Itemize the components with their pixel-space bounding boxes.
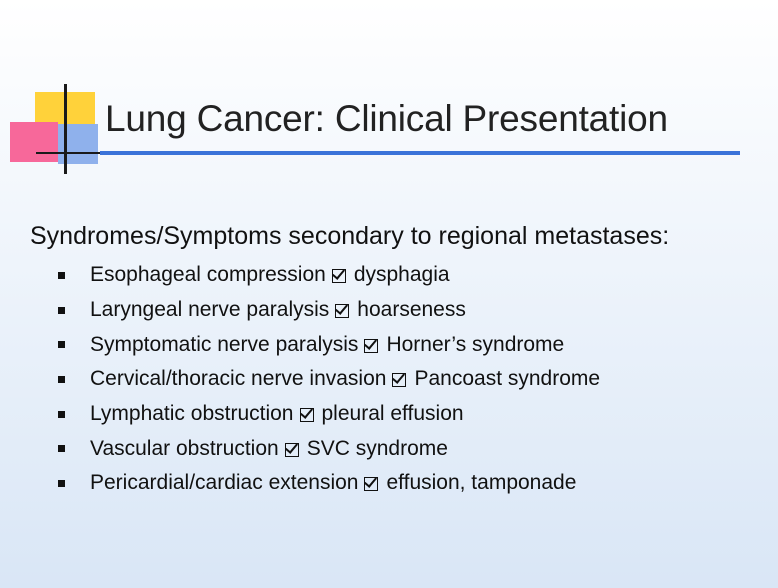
bullet-cause: Esophageal compression: [90, 263, 326, 287]
bullet-item: [58, 258, 600, 293]
title-underline: [100, 151, 740, 155]
bullet-effect: hoarseness: [357, 298, 466, 322]
checkbox-icon: [332, 269, 346, 283]
bullet-item: [58, 431, 600, 466]
slide-subtitle: Syndromes/Symptoms secondary to regional metastases:: [30, 222, 670, 250]
logo-pink-square: [10, 122, 58, 162]
checkbox-icon: [300, 408, 314, 422]
bullet-item: [58, 466, 600, 501]
square-bullet-icon: [58, 445, 65, 452]
logo-vertical-line: [64, 84, 67, 174]
square-bullet-icon: [58, 480, 65, 487]
bullet-effect: SVC syndrome: [306, 436, 448, 460]
checkbox-icon: [392, 373, 406, 387]
bullet-item: [58, 327, 600, 362]
bullet-cause: Laryngeal nerve paralysis: [90, 298, 330, 322]
square-bullet-icon: [58, 376, 65, 383]
bullet-item: [58, 293, 600, 328]
checkbox-icon: [285, 443, 299, 457]
bullet-cause: Vascular obstruction: [90, 436, 279, 460]
bullet-list: [58, 258, 600, 501]
square-bullet-icon: [58, 411, 65, 418]
square-bullet-icon: [58, 272, 65, 279]
square-bullet-icon: [58, 341, 65, 348]
square-bullet-icon: [58, 307, 65, 314]
slide-title: Lung Cancer: Clinical Presentation: [105, 98, 668, 139]
bullet-effect: Pancoast syndrome: [414, 367, 601, 391]
bullet-effect: dysphagia: [353, 263, 450, 287]
bullet-effect: Horner’s syndrome: [386, 332, 565, 356]
bullet-cause: Cervical/thoracic nerve invasion: [90, 367, 387, 391]
bullet-item: [58, 362, 600, 397]
checkbox-icon: [335, 304, 349, 318]
bullet-effect: pleural effusion: [321, 402, 464, 426]
checkbox-icon: [364, 477, 378, 491]
bullet-item: [58, 397, 600, 432]
bullet-effect: effusion, tamponade: [386, 471, 577, 495]
bullet-cause: Lymphatic obstruction: [90, 402, 294, 426]
bullet-cause: Pericardial/cardiac extension: [90, 471, 359, 495]
checkbox-icon: [364, 339, 378, 353]
bullet-cause: Symptomatic nerve paralysis: [90, 332, 359, 356]
